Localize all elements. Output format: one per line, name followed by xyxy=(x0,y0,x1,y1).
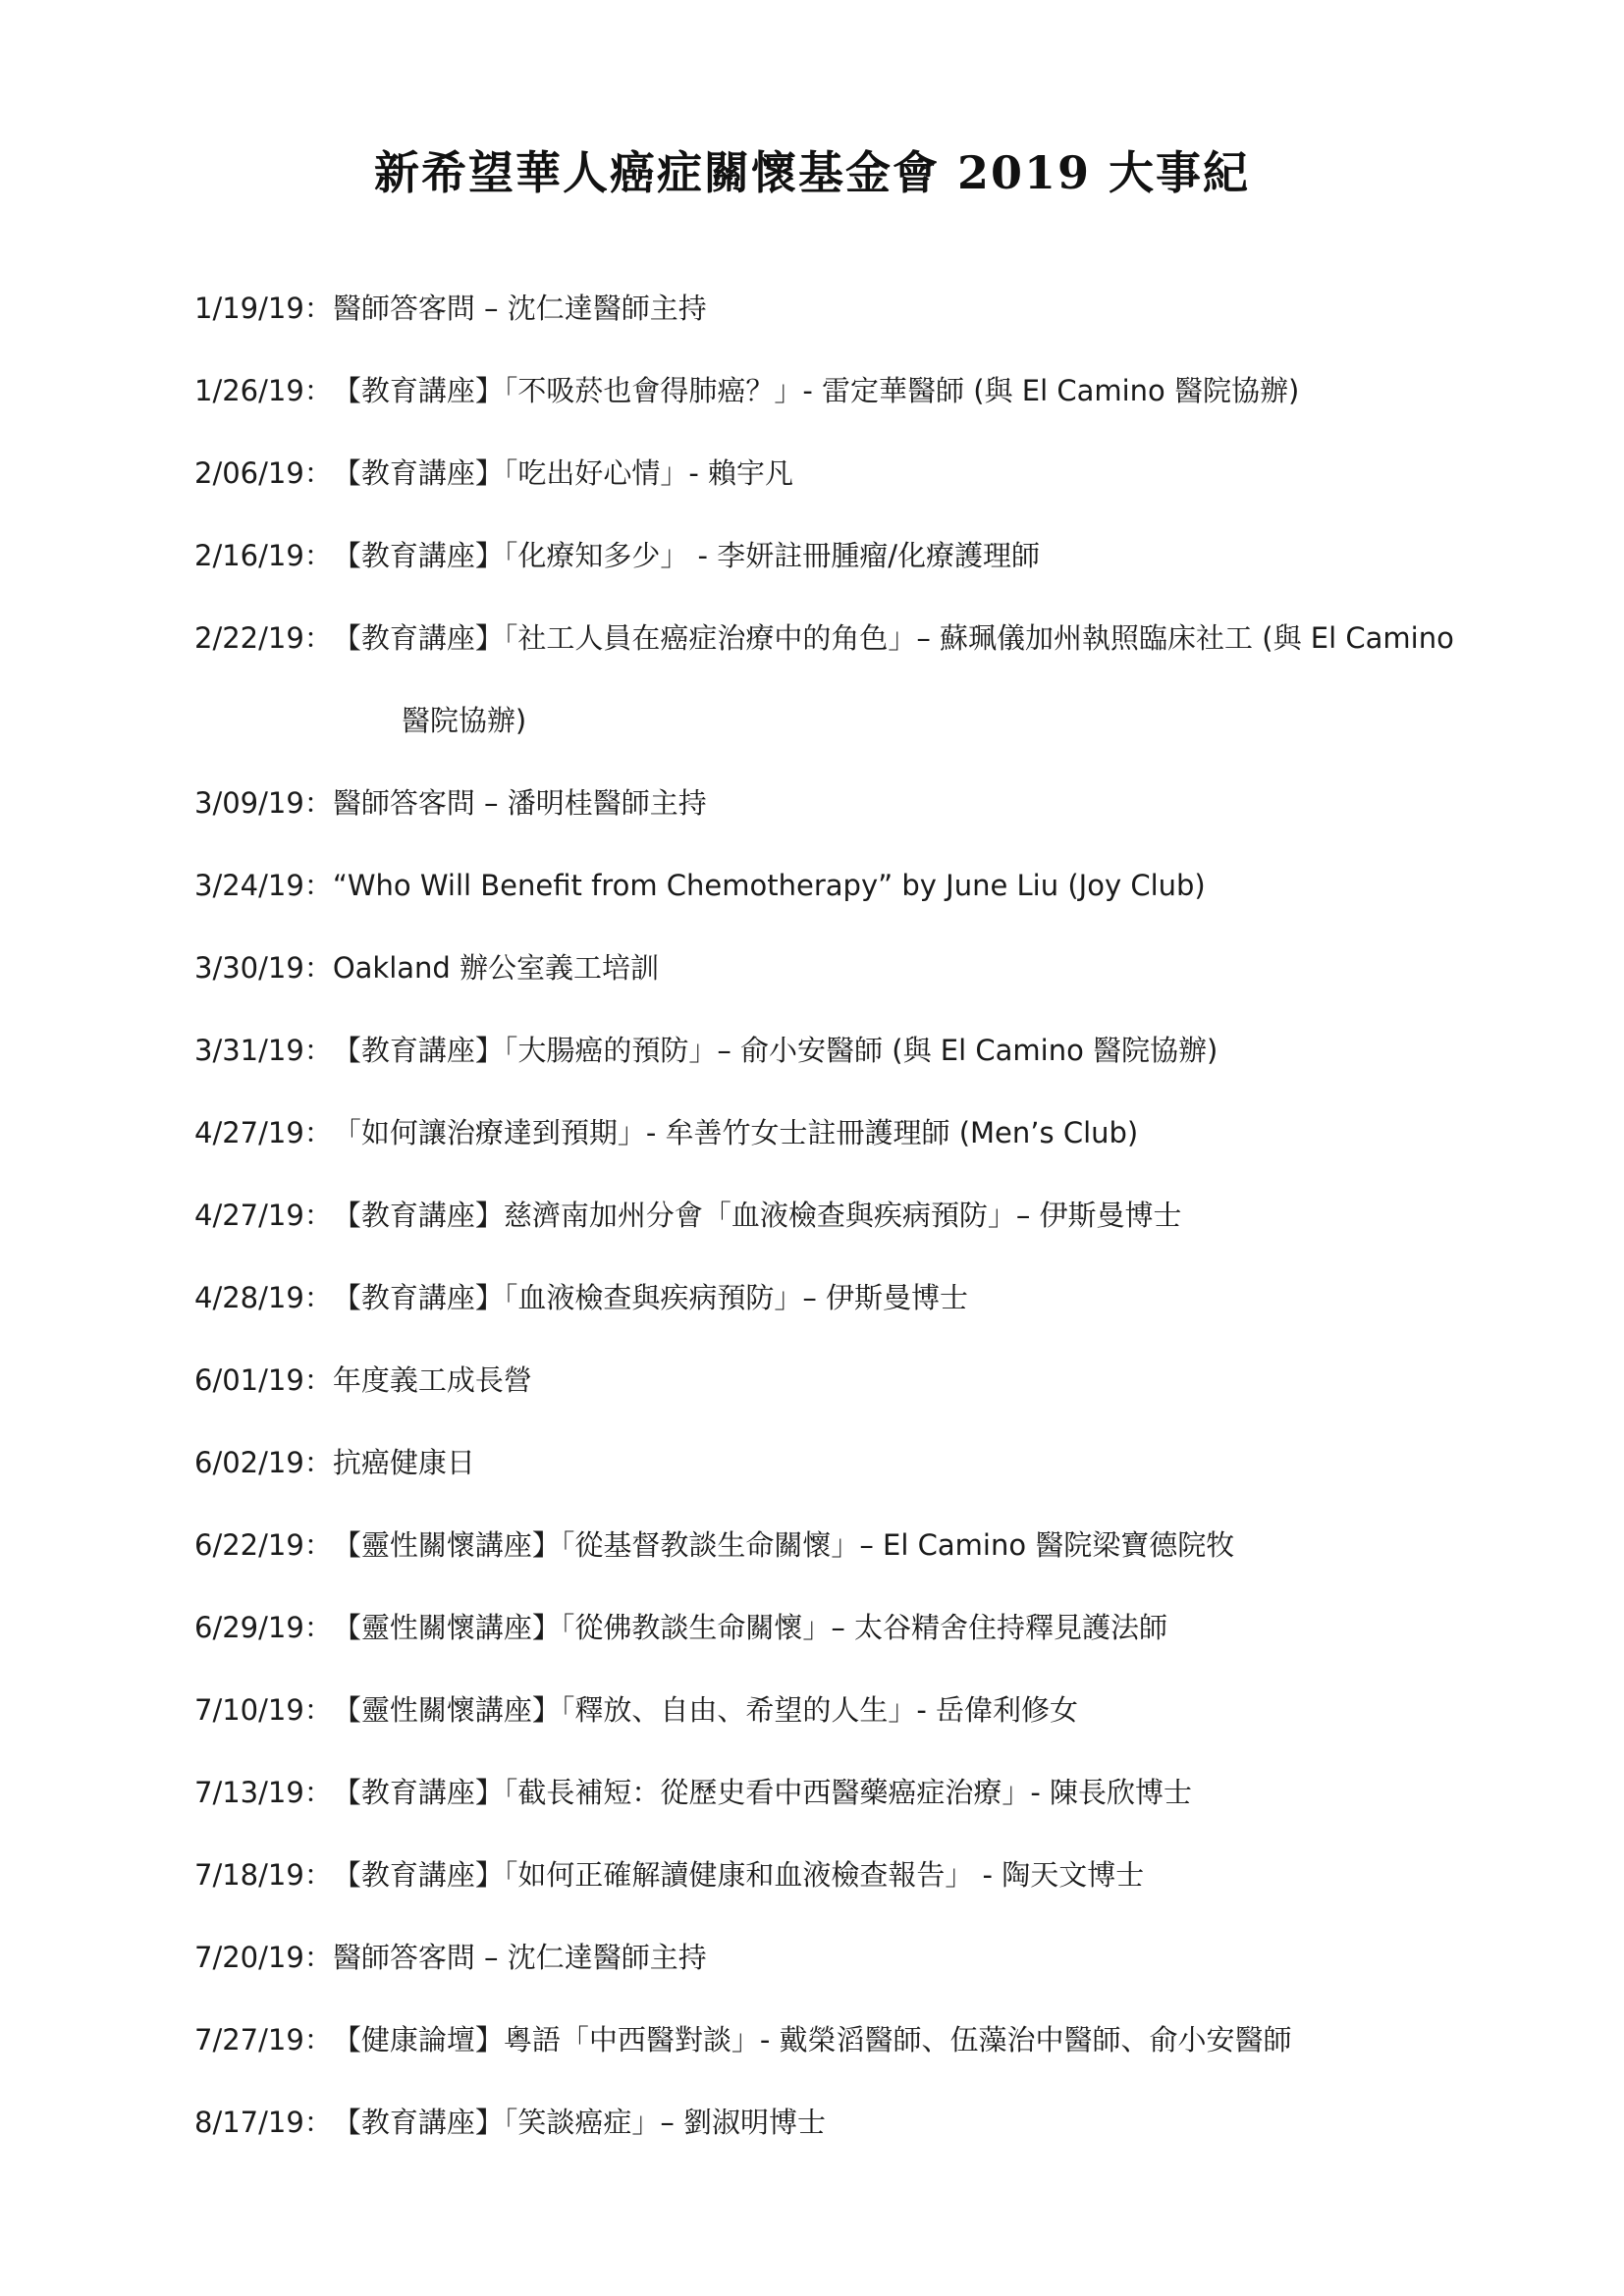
event-date: 4/28/19 xyxy=(194,1281,304,1314)
event-date: 4/27/19 xyxy=(194,1199,304,1232)
event-description: 年度義工成長營 xyxy=(332,1363,532,1397)
list-item xyxy=(194,1009,1510,1092)
event-date: 3/30/19 xyxy=(194,951,304,985)
list-item xyxy=(194,1586,1510,1669)
list-item xyxy=(194,1421,1510,1504)
event-date: 1/19/19 xyxy=(194,292,304,325)
event-description: 【教育講座】「化療知多少」 - 李妍註冊腫瘤/化療護理師 xyxy=(332,539,1040,572)
list-item xyxy=(194,1751,1510,1834)
event-date: 7/27/19 xyxy=(194,2023,304,2056)
list-item xyxy=(194,1916,1510,1999)
date-separator: ： xyxy=(303,1858,333,1892)
event-date: 3/31/19 xyxy=(194,1034,304,1067)
date-separator: ： xyxy=(303,1693,333,1727)
list-item xyxy=(194,267,1510,349)
event-date: 2/22/19 xyxy=(194,621,304,655)
list-item xyxy=(194,927,1510,1009)
event-date: 2/06/19 xyxy=(194,456,304,490)
list-item xyxy=(194,1092,1510,1174)
date-separator: ： xyxy=(303,1528,333,1562)
date-separator: ： xyxy=(303,1941,333,1974)
list-item xyxy=(194,432,1510,514)
list-item xyxy=(194,1999,1510,2081)
event-list xyxy=(194,267,1510,2163)
list-item xyxy=(194,1669,1510,1751)
date-separator: ： xyxy=(303,951,333,985)
page-title: 新希望華人癌症關懷基金會 2019 大事紀 xyxy=(373,146,1251,199)
list-item xyxy=(194,2081,1510,2163)
list-item xyxy=(194,1174,1510,1256)
date-separator: ： xyxy=(303,1116,333,1149)
list-item xyxy=(194,844,1510,927)
event-date: 3/24/19 xyxy=(194,869,304,902)
list-item xyxy=(194,762,1510,844)
event-date: 2/16/19 xyxy=(194,539,304,572)
list-item xyxy=(194,1834,1510,1916)
event-description: 【靈性關懷講座】「從基督教談生命關懷」– El Camino 醫院梁寶德院牧 xyxy=(332,1528,1235,1562)
list-item xyxy=(194,597,1510,762)
date-separator: ： xyxy=(303,1776,333,1809)
date-separator: ： xyxy=(303,456,333,490)
event-date: 6/02/19 xyxy=(194,1446,304,1479)
date-separator: ： xyxy=(303,292,333,325)
event-date: 6/22/19 xyxy=(194,1528,304,1562)
event-description: 醫師答客問 – 沈仁達醫師主持 xyxy=(332,1941,707,1974)
date-separator: ： xyxy=(303,1281,333,1314)
event-description: Oakland 辦公室義工培訓 xyxy=(332,951,660,985)
event-description: 【教育講座】「大腸癌的預防」– 俞小安醫師 (與 El Camino 醫院協辦) xyxy=(332,1034,1218,1067)
date-separator: ： xyxy=(303,621,333,655)
event-description: 【教育講座】「血液檢查與疾病預防」– 伊斯曼博士 xyxy=(332,1281,969,1314)
event-description xyxy=(333,597,1462,762)
event-description: 【健康論壇】粵語「中西醫對談」- 戴榮滔醫師、伍藻治中醫師、俞小安醫師 xyxy=(332,2023,1292,2056)
event-description: “Who Will Benefit from Chemotherapy” by June Liu (Joy Club) xyxy=(332,869,1206,902)
event-date: 7/18/19 xyxy=(194,1858,304,1892)
event-description: 【教育講座】「不吸菸也會得肺癌？」- 雷定華醫師 (與 El Camino 醫院協辦) xyxy=(332,374,1300,407)
list-item xyxy=(194,1256,1510,1339)
date-separator: ： xyxy=(303,786,333,820)
date-separator: ： xyxy=(303,1446,333,1479)
date-separator: ： xyxy=(303,374,333,407)
event-date: 6/01/19 xyxy=(194,1363,304,1397)
event-date: 7/13/19 xyxy=(194,1776,304,1809)
list-item xyxy=(194,1504,1510,1586)
event-date: 3/09/19 xyxy=(194,786,304,820)
event-description: 【教育講座】「截長補短：從歷史看中西醫藥癌症治療」- 陳長欣博士 xyxy=(332,1776,1192,1809)
event-date: 6/29/19 xyxy=(194,1611,304,1644)
date-separator: ： xyxy=(303,1363,333,1397)
event-description: 醫師答客問 – 潘明桂醫師主持 xyxy=(332,786,707,820)
date-separator: ： xyxy=(303,539,333,572)
event-date: 8/17/19 xyxy=(194,2106,304,2139)
event-description: 【教育講座】「笑談癌症」– 劉淑明博士 xyxy=(332,2106,827,2139)
event-description: 【教育講座】「吃出好心情」- 賴宇凡 xyxy=(332,456,793,490)
event-date: 4/27/19 xyxy=(194,1116,304,1149)
event-description: 【教育講座】慈濟南加州分會「血液檢查與疾病預防」– 伊斯曼博士 xyxy=(332,1199,1182,1232)
event-description-line: 【教育講座】「社工人員在癌症治療中的角色」– 蘇珮儀加州執照臨床社工 (與 El Camino xyxy=(332,621,1454,655)
event-date: 7/10/19 xyxy=(194,1693,304,1727)
event-description: 「如何讓治療達到預期」- 牟善竹女士註冊護理師 (Men’s Club) xyxy=(332,1116,1139,1149)
list-item xyxy=(194,349,1510,432)
list-item xyxy=(194,514,1510,597)
date-separator: ： xyxy=(303,2023,333,2056)
event-description-continuation: 醫院協辦) xyxy=(401,704,527,737)
event-description: 【教育講座】「如何正確解讀健康和血液檢查報告」 - 陶天文博士 xyxy=(332,1858,1145,1892)
list-item xyxy=(194,1339,1510,1421)
event-date: 7/20/19 xyxy=(194,1941,304,1974)
date-separator: ： xyxy=(303,1611,333,1644)
event-description: 【靈性關懷講座】「釋放、自由、希望的人生」- 岳偉利修女 xyxy=(332,1693,1078,1727)
event-date: 1/26/19 xyxy=(194,374,304,407)
event-description: 醫師答客問 – 沈仁達醫師主持 xyxy=(332,292,707,325)
event-description: 抗癌健康日 xyxy=(332,1446,475,1479)
date-separator: ： xyxy=(303,1199,333,1232)
date-separator: ： xyxy=(303,869,333,902)
event-description: 【靈性關懷講座】「從佛教談生命關懷」– 太谷精舍住持釋見護法師 xyxy=(332,1611,1168,1644)
date-separator: ： xyxy=(303,1034,333,1067)
date-separator: ： xyxy=(303,2106,333,2139)
